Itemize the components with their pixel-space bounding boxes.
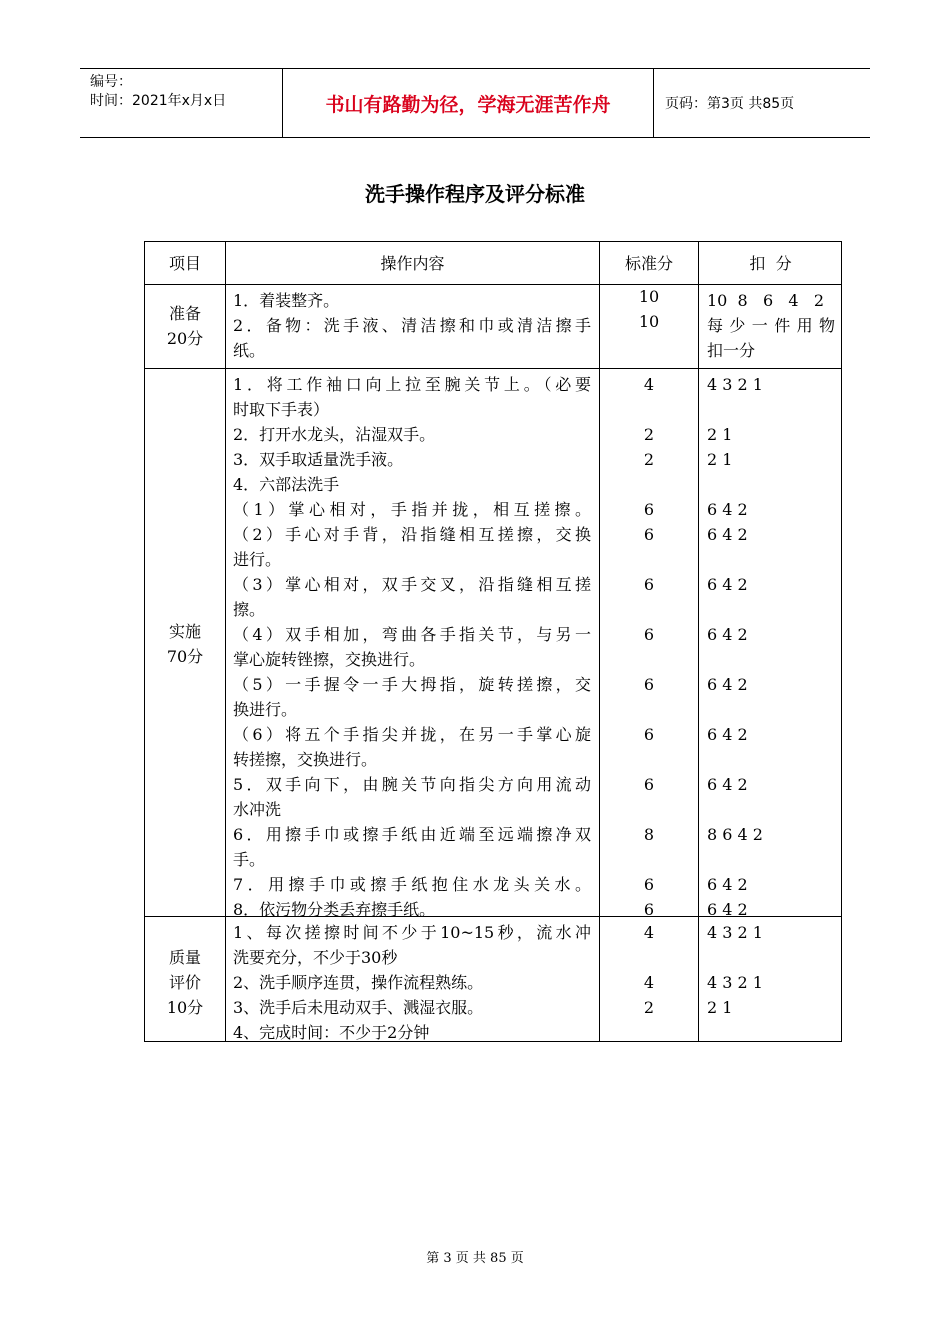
content-line: 进行。 <box>233 550 282 569</box>
column-divider <box>225 242 226 1041</box>
content-line: 转搓擦，交换进行。 <box>233 750 378 769</box>
standard-score: 6 <box>643 575 655 594</box>
deduction-text: 扣一分 <box>707 341 756 360</box>
header-deduction: 扣 分 <box>749 254 792 273</box>
section-label: 70分 <box>166 647 204 666</box>
content-line: 1、每次搓擦时间不少于10~15秒，流水冲 <box>233 923 591 942</box>
page-header <box>80 68 870 138</box>
content-line: 2．打开水龙头，沾湿双手。 <box>233 425 436 444</box>
content-line: 换进行。 <box>233 700 298 719</box>
content-line: （5）一手握令一手大拇指，旋转搓擦，交 <box>233 675 591 694</box>
content-line: 擦。 <box>233 600 266 619</box>
document-title: 洗手操作程序及评分标准 <box>365 182 585 206</box>
content-line: 纸。 <box>233 341 266 360</box>
standard-score: 4 <box>643 973 655 992</box>
scoring-table <box>144 241 842 1042</box>
section-label: 实施 <box>168 622 201 641</box>
standard-score: 2 <box>643 998 655 1017</box>
deduction-text: 4 3 2 1 <box>707 375 763 394</box>
deduction-text: 6 4 2 <box>707 900 748 919</box>
header-meta-cell <box>80 69 283 137</box>
content-line: 6．用擦手巾或擦手纸由近端至远端擦净双 <box>233 825 591 844</box>
standard-score: 6 <box>643 900 655 919</box>
standard-score: 6 <box>643 875 655 894</box>
deduction-text: 6 4 2 <box>707 725 748 744</box>
content-line: 2．备物：洗手液、清洁擦和巾或清洁擦手 <box>233 316 591 335</box>
content-line: （3）掌心相对，双手交叉，沿指缝相互搓 <box>233 575 591 594</box>
deduction-text: 6 4 2 <box>707 675 748 694</box>
standard-score: 6 <box>643 725 655 744</box>
standard-score: 4 <box>643 923 655 942</box>
standard-score: 2 <box>643 450 655 469</box>
content-line: 手。 <box>233 850 266 869</box>
row-divider <box>145 284 841 285</box>
page-footer: 第 3 页 共 85 页 <box>426 1251 524 1266</box>
content-line: 8．依污物分类丢弃擦手纸。 <box>233 900 436 919</box>
standard-score: 6 <box>643 525 655 544</box>
standard-score: 6 <box>643 675 655 694</box>
deduction-text: 2 1 <box>707 450 733 469</box>
deduction-text: 6 4 2 <box>707 525 748 544</box>
serial-label: 编号： <box>90 74 132 90</box>
content-line: 3、洗手后未甩动双手、溅湿衣服。 <box>233 998 484 1017</box>
deduction-text: 2 1 <box>707 425 733 444</box>
date-line: 时间：2021年x月x日 <box>90 93 227 109</box>
deduction-text: 6 4 2 <box>707 775 748 794</box>
deduction-text: 6 4 2 <box>707 875 748 894</box>
header-score: 标准分 <box>624 254 673 273</box>
section-label: 准备 <box>168 304 201 323</box>
standard-score: 8 <box>643 825 655 844</box>
header-page-info: 页码：第3页 共85页 <box>665 96 795 112</box>
content-line: （1）掌心相对，手指并拢，相互搓擦。 <box>233 500 591 519</box>
standard-score: 6 <box>643 500 655 519</box>
standard-score: 6 <box>643 775 655 794</box>
content-line: （2）手心对手背，沿指缝相互搓擦，交换 <box>233 525 591 544</box>
content-line: 1．着装整齐。 <box>233 291 340 310</box>
deduction-text: 6 4 2 <box>707 500 748 519</box>
content-line: 7．用擦手巾或擦手纸抱住水龙头关水。 <box>233 875 591 894</box>
content-line: 4．六部法洗手 <box>233 475 340 494</box>
section-label: 评价 <box>168 973 201 992</box>
header-item: 项目 <box>168 254 201 273</box>
content-line: 5．双手向下，由腕关节向指尖方向用流动 <box>233 775 591 794</box>
content-line: 掌心旋转锉擦，交换进行。 <box>233 650 426 669</box>
content-line: 时取下手表） <box>233 400 330 419</box>
deduction-text: 4 3 2 1 <box>707 923 763 942</box>
content-line: （6）将五个手指尖并拢，在另一手掌心旋 <box>233 725 591 744</box>
content-line: 水冲洗 <box>233 800 282 819</box>
content-line: 洗要充分，不少于30秒 <box>233 948 398 967</box>
column-divider <box>698 242 699 1041</box>
deduction-text: 8 6 4 2 <box>707 825 763 844</box>
content-line: （4）双手相加，弯曲各手指关节，与另一 <box>233 625 591 644</box>
section-label: 10分 <box>166 998 204 1017</box>
standard-score: 2 <box>643 425 655 444</box>
deduction-text: 6 4 2 <box>707 575 748 594</box>
standard-score: 10 <box>638 287 660 306</box>
header-content: 操作内容 <box>380 254 445 273</box>
section-label: 质量 <box>168 948 201 967</box>
deduction-text: 6 4 2 <box>707 625 748 644</box>
content-line: 4、完成时间：不少于2分钟 <box>233 1023 430 1042</box>
section-label: 20分 <box>166 329 204 348</box>
deduction-text: 2 1 <box>707 998 733 1017</box>
header-motto: 书山有路勤为径，学海无涯苦作舟 <box>283 69 654 137</box>
deduction-text: 每少一件用物 <box>707 316 835 335</box>
content-line: 1．将工作袖口向上拉至腕关节上。（必要 <box>233 375 591 394</box>
content-line: 2、洗手顺序连贯，操作流程熟练。 <box>233 973 484 992</box>
content-line: 3．双手取适量洗手液。 <box>233 450 404 469</box>
standard-score: 6 <box>643 625 655 644</box>
deduction-text: 4 3 2 1 <box>707 973 763 992</box>
standard-score: 4 <box>643 375 655 394</box>
deduction-text: 10 8 6 4 2 <box>707 291 825 310</box>
row-divider <box>145 368 841 369</box>
standard-score: 10 <box>638 312 660 331</box>
